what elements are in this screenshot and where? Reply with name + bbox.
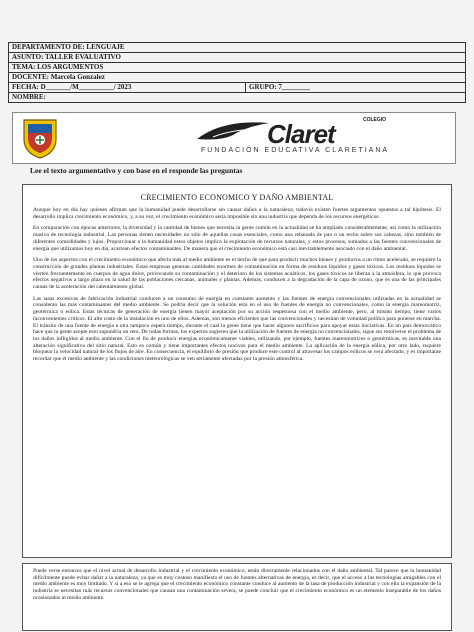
subject-label: ASUNTO: TALLER EVALUATIVO xyxy=(9,53,466,63)
department-label: DEPARTAMENTO DE: LENGUAJE xyxy=(9,43,466,53)
name-field: NOMBRE: xyxy=(9,93,466,103)
teacher-label: DOCENTE: Marcela Gonzalez xyxy=(9,73,466,83)
instruction-text: Lee el texto argumentativo y con base en el responde las preguntas xyxy=(30,166,243,175)
school-crest-icon xyxy=(21,117,59,159)
paragraph: Las tasas excesivas de fabricación industrial conducen a un consumo de energía en constante aumento y las fuentes de energía convencionales utilizadas en la actualidad se consideran las más contaminantes del medio ambiente. Se podría decir que la solución está en el uso de fuentes de energía no convencionales, como la energía mareomotriz, geotérmica o eólica. Estas técnicas de generación de energía tienen mayor aceptación por su acción respetuosa con el medio ambiente, pero, al mismo tiempo, tiene varios inconvenientes críticos. El alto costo de la instalación es uno de ellos. Además, son menos eficientes que las convencionales y necesitan de voluntad política para ponerse en marcha. El tránsito de una fuente de energía a otra tampoco espera tiempo, durante el cual la gente tiene que hacer algunos sacrificios para apoyar estas iniciativas. En un país democrático hace que la gente acepte esto supondría un reto. De todas formas, los expertos sugieren que la utilización de fuentes de energía no convencionales, sigue sin resolverse el problema de los daños infligidos al medio ambiente. Con el fin de producir energías económicamente viables, utilizando, por ejemplo, fuentes mareomotrices o geotérmicas, es inevitable una alteración significativa del sitio natural. Esto es común y tiene importantes efectos nocivos para el medio ambiente. La aplicación de la energía eólica, por otro lado, requiere bloquear la velocidad natural de los flujos de aire. En consecuencia, el equilibrio de presión que produce este control al atravesar los campos eólicos se verá afectado, y es importante recordar que el medio ambiente y las condiciones meteorológicas se ven seriamente afectadas por la presión atmosférica. xyxy=(33,295,441,363)
eagle-icon xyxy=(193,117,273,147)
date-field: FECHA: D_______/M__________/ 2023 xyxy=(9,83,246,93)
conclusion-box xyxy=(22,563,452,631)
paragraph: En comparación con épocas anteriores, la diversidad y la cantidad de bienes que necesita la gente común en la actualidad se ha ampliado considerablemente, así como la utilización masiva de tecnología industrial. Las personas tienen necesidades no sólo de aquellas cosas esenciales, como una rebanada de pan o un techo sobre sus cabezas, sino también de diferentes comodidades y lujos. Proporcionar a la humanidad estos objetos implica la explotación de recursos naturales, y estos procesos, sumados a las fuentes convencionales de energía que utilizamos hoy en día, acarrean efectos contaminantes. De manera que el crecimiento económico está casi inevitablemente asociado con el daño ambiental. xyxy=(33,225,441,252)
header-table xyxy=(8,42,466,103)
paragraph: Puede verse entonces que el nivel actual de desarrollo industrial y el crecimiento económico, están directamente relacionados con el daño ambiental. Tal parece que la humanidad difícilmente puede evitar dañar a la naturaleza, ya que es muy costoso manifiesta el uso de fuentes alternativas de energía, es decir, que el acceso a las tecnologías amigables con el medio ambiente es muy limitado. Y si a eso se le agrega que el crecimiento económico constante conduce al aumento de la tasa de producción industrial y con ella la expansión de la industria se necesitan más recursos convencionales que causan una contaminación severa, se puede concluir que el crecimiento económico es un elemento inseparable de los daños ocasionados al medio ambiente. xyxy=(33,568,441,601)
article-title: CRECIMIENTO ECONOMICO Y DAÑO AMBIENTAL xyxy=(140,193,334,202)
article-body xyxy=(33,207,441,368)
topic-label: TEMA: LOS ARGUMENTOS xyxy=(9,63,466,73)
paragraph: Aunque hoy en día hay quienes afirman que la humanidad puede desarrollarse sin causar daños a la naturaleza, todavía existen fuertes argumentos opuestos a tal hipótesis. El desarrollo implica crecimiento económico, y, a su vez, el crecimiento económico sería imposible sin una industria que dependa de los recursos energéticos. xyxy=(33,207,441,220)
paragraph: Uno de los aspectos con el crecimiento económico que afecta más al medio ambiente es el hecho de que para producir muchos bienes y productos a un ritmo acelerado, se requiere la construcción de grandes plantas industriales. Estas empresas generan cantidades enormes de contaminación en forma de residuos líquidos y gases tóxicos. Los residuos líquidos se vierten frecuentemente en cuerpos de agua dulce, provocando su contaminación y el deterioro de los sistemas acuáticos, los gases tóxicos se liberan a la atmósfera, lo que provoca efectos negativos a largo plazo en la salud de las poblaciones cercanas, animales y plantas. Además, conducen a la degradación de la capa de ozono, que es una de las principales causas de la aceleración del calentamiento global. xyxy=(33,257,441,291)
conclusion-body xyxy=(33,568,441,607)
group-field: GRUPO: 7________ xyxy=(246,83,466,93)
claret-logo xyxy=(193,117,423,159)
foundation-text: FUNDACIÓN EDUCATIVA CLARETIANA xyxy=(201,147,390,154)
brand-word: Claret xyxy=(267,119,335,149)
logo-banner xyxy=(12,112,456,164)
brand-small-text: COLEGIO xyxy=(363,117,387,123)
article-box xyxy=(22,184,452,558)
